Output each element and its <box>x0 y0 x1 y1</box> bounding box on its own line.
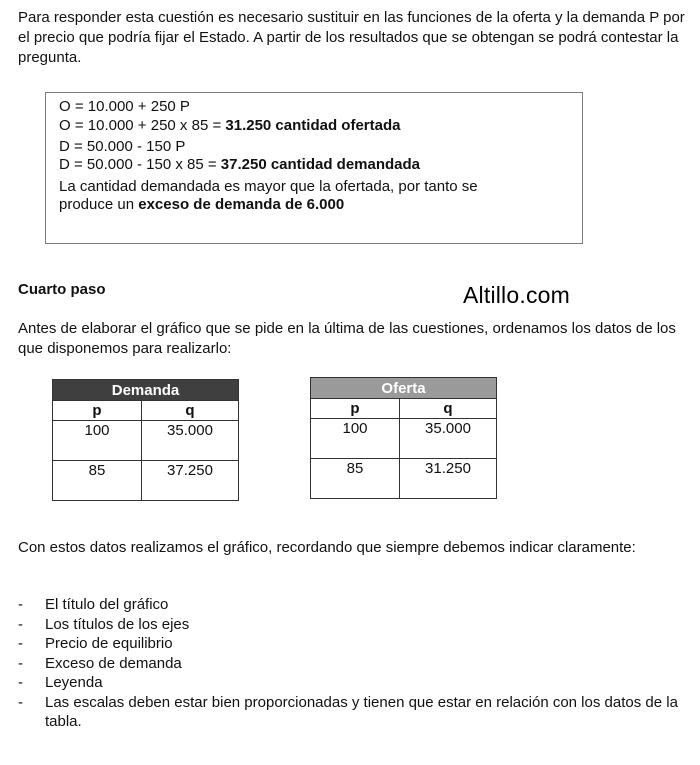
demand-col-p: p <box>53 401 142 421</box>
list-item-text: El título del gráfico <box>45 596 169 613</box>
demand-table <box>52 379 239 501</box>
demand-table-title: Demanda <box>53 380 239 401</box>
formula-box <box>45 92 583 244</box>
supply-cell-q: 31.250 <box>400 459 497 499</box>
demand-cell-q: 37.250 <box>142 461 239 501</box>
watermark: Altillo.com <box>463 282 571 308</box>
supply-col-q: q <box>400 399 497 419</box>
list-item <box>18 673 688 693</box>
supply-col-p: p <box>311 399 400 419</box>
supply-cell-q: 35.000 <box>400 419 497 459</box>
list-item <box>18 595 688 615</box>
table-row <box>311 419 497 459</box>
list-item <box>18 654 688 674</box>
list-item <box>18 634 688 654</box>
table-row <box>311 459 497 499</box>
supply-calc-result: 31.250 cantidad ofertada <box>225 117 401 134</box>
table-row <box>53 461 239 501</box>
demand-col-q: q <box>142 401 239 421</box>
demand-calculation <box>59 155 420 174</box>
list-item-text: Precio de equilibrio <box>45 635 173 652</box>
list-item-text: Los títulos de los ejes <box>45 615 190 633</box>
closing-paragraph: Con estos datos realizamos el gráfico, recordando que siempre debemos indicar claramente: <box>18 539 636 556</box>
supply-function: O = 10.000 + 250 P <box>59 98 190 115</box>
demand-cell-q: 35.000 <box>142 421 239 461</box>
list-item-text: Las escalas deben estar bien proporcionadas y tienen que estar en relación con los datos de la tabla. <box>45 693 678 730</box>
conclusion-line-1: La cantidad demandada es mayor que la ofertada, por tanto se <box>59 178 478 195</box>
supply-table-title: Oferta <box>311 378 497 399</box>
intro-paragraph: Para responder esta cuestión es necesario sustituir en las funciones de la oferta y la demanda P por el precio que podría fijar el Estado. A partir de los resultados que se obtengan se podrá contestar la pregunta. <box>18 9 685 66</box>
conclusion-line-2 <box>59 195 344 214</box>
supply-table <box>310 377 497 499</box>
demand-cell-p: 85 <box>53 461 142 501</box>
conclusion-bold: exceso de demanda de 6.000 <box>138 196 345 213</box>
supply-calc-expr: O = 10.000 + 250 x 85 = <box>59 117 226 134</box>
demand-calc-expr: D = 50.000 - 150 x 85 = <box>59 156 221 173</box>
list-dash: - <box>18 615 23 633</box>
demand-calc-result: 37.250 cantidad demandada <box>220 156 421 173</box>
list-item-text: Leyenda <box>45 674 103 691</box>
list-dash: - <box>18 654 23 672</box>
list-dash: - <box>18 596 23 613</box>
list-dash: - <box>18 674 23 691</box>
demand-cell-p: 100 <box>53 421 142 461</box>
list-item <box>18 615 688 635</box>
supply-cell-p: 85 <box>311 459 400 499</box>
section-title: Cuarto paso <box>18 281 106 298</box>
list-item <box>18 693 688 732</box>
list-dash: - <box>18 635 23 652</box>
supply-cell-p: 100 <box>311 419 400 459</box>
supply-calculation <box>59 116 400 135</box>
conclusion-pre: produce un <box>59 196 139 213</box>
list-dash: - <box>18 693 23 711</box>
list-item-text: Exceso de demanda <box>45 654 182 672</box>
table-row <box>53 421 239 461</box>
before-table-paragraph: Antes de elaborar el gráfico que se pide en la última de las cuestiones, ordenamos los datos de los que disponemos para realizarlo: <box>18 320 676 357</box>
requirements-list <box>18 595 688 732</box>
demand-function: D = 50.000 - 150 P <box>59 138 186 155</box>
